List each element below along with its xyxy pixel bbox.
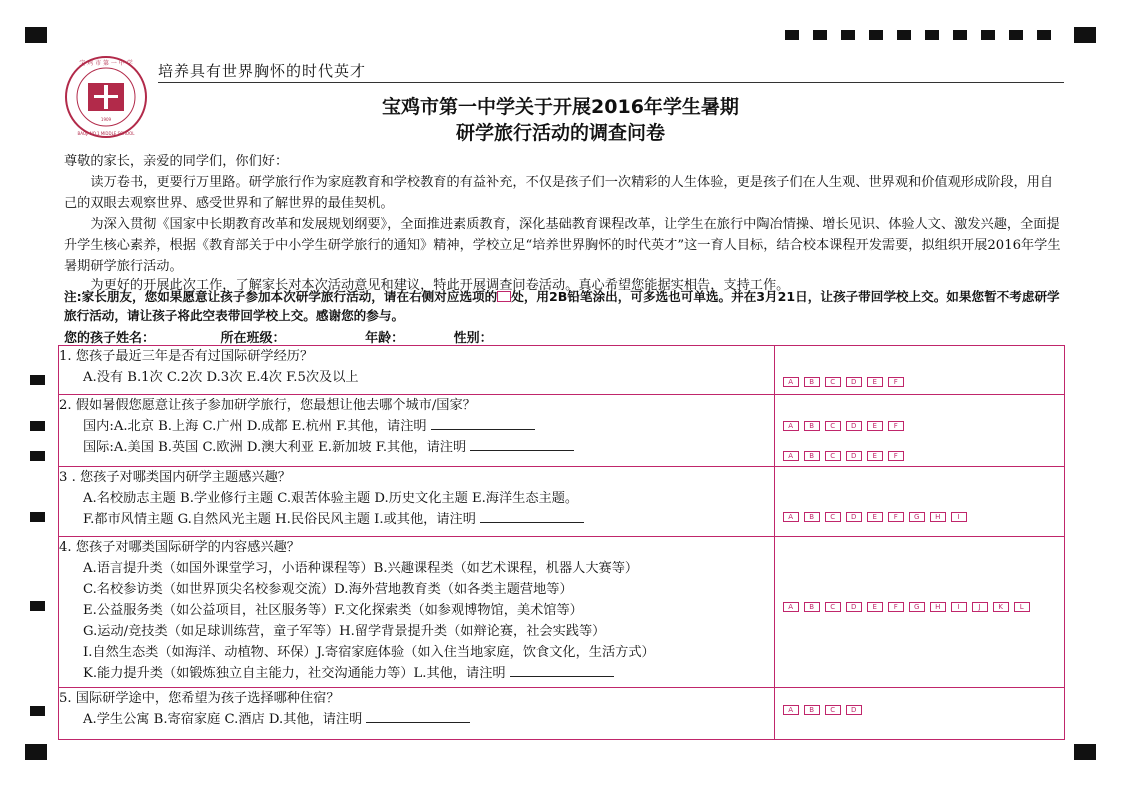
answer-box[interactable]: B <box>804 512 820 522</box>
timing-marks-top <box>785 30 1051 40</box>
q3-blank[interactable] <box>480 510 584 523</box>
answer-box[interactable]: F <box>888 421 904 431</box>
class-label[interactable]: 所在班级： <box>220 331 286 346</box>
q4-options-line: A.语言提升类（如国外课堂学习，小语种课程等）B.兴趣课程类（如艺术课程，机器人大赛等） <box>83 561 639 576</box>
row-mark <box>30 601 45 611</box>
answer-box[interactable]: D <box>846 602 862 612</box>
row-mark <box>30 451 45 461</box>
answer-box[interactable]: A <box>783 451 799 461</box>
page-title-line2: 研学旅行活动的调查问卷 <box>455 122 665 144</box>
corner-mark-top-left <box>25 27 47 43</box>
answer-box[interactable]: A <box>783 512 799 522</box>
q4-options-line: E.公益服务类（如公益项目，社区服务等）F.文化探索类（如参观博物馆，美术馆等） <box>83 603 583 618</box>
answer-box[interactable]: B <box>804 602 820 612</box>
child-name-label[interactable]: 您的孩子姓名： <box>64 331 156 346</box>
answer-box[interactable]: D <box>846 377 862 387</box>
q3-options-line2: F.都市风情主题 G.自然风光主题 H.民俗民风主题 I.或其他，请注明 <box>83 512 476 527</box>
q3-answer-boxes[interactable] <box>783 512 967 522</box>
instruction-note <box>64 287 1064 325</box>
q5-options: A.学生公寓 B.寄宿家庭 C.酒店 D.其他，请注明 <box>83 712 363 727</box>
answer-box[interactable]: A <box>783 705 799 715</box>
q4-title: 4. 您孩子对哪类国际研学的内容感兴趣？ <box>59 540 300 555</box>
corner-mark-top-right <box>1074 27 1096 43</box>
q1-answer-boxes[interactable] <box>783 377 904 387</box>
answer-box[interactable]: D <box>846 512 862 522</box>
greeting: 尊敬的家长，亲爱的同学们，你们好： <box>64 154 289 169</box>
answer-box[interactable]: A <box>783 377 799 387</box>
row-mark <box>30 512 45 522</box>
answer-box[interactable]: J <box>972 602 988 612</box>
q2-intl-blank[interactable] <box>470 438 574 451</box>
q2-intl-answer-boxes[interactable] <box>783 451 904 461</box>
answer-box[interactable]: B <box>804 451 820 461</box>
answer-box[interactable]: H <box>930 512 946 522</box>
q2-intl-options: 国际:A.美国 B.英国 C.欧洲 D.澳大利亚 E.新加坡 F.其他，请注明 <box>83 440 467 455</box>
intro-paragraph-1: 读万卷书，更要行万里路。研学旅行作为家庭教育和学校教育的有益补充，不仅是孩子们一次精彩的人生体验，更是孩子们在人生观、世界观和价值观形成阶段，用自己的双眼去观察世界、感受世界和了解世界的最佳契机。 <box>64 175 1054 211</box>
answer-box[interactable]: I <box>951 512 967 522</box>
q2-domestic-blank[interactable] <box>431 417 535 430</box>
school-slogan: 培养具有世界胸怀的时代英才 <box>158 62 367 80</box>
q4-answer-boxes[interactable] <box>783 602 1030 612</box>
answer-box[interactable]: C <box>825 705 841 715</box>
answer-box[interactable]: C <box>825 377 841 387</box>
answer-box[interactable]: C <box>825 512 841 522</box>
intro-paragraph-2: 为深入贯彻《国家中长期教育改革和发展规划纲要》，全面推进素质教育，深化基础教育课程改革，让学生在旅行中陶冶情操、增长见识、体验人文、激发兴趣，全面提升学生核心素养，根据《教育部关于中小学生研学旅行的通知》精神，学校立足“培养世界胸怀的时代英才”这一育人目标，结合校本课程开发需要，拟组织开展2016年学生暑期研学旅行活动。 <box>64 217 1061 274</box>
q3-options-line1: A.名校励志主题 B.学业修行主题 C.艰苦体验主题 D.历史文化主题 E.海洋生态主题。 <box>83 491 579 506</box>
answer-box[interactable]: A <box>783 602 799 612</box>
intro-paragraph-3: 为更好的开展此次工作，了解家长对本次活动意见和建议，特此开展调查问卷活动。真心希望您能据实相告，支持工作。 <box>90 278 790 293</box>
q5-answer-boxes[interactable] <box>783 705 862 715</box>
answer-box[interactable]: B <box>804 377 820 387</box>
note-text-1: 注:家长朋友，您如果愿意让孩子参加本次研学旅行活动，请在右侧对应选项的 <box>64 289 498 304</box>
questionnaire-table <box>58 345 1065 740</box>
answer-box[interactable]: E <box>867 421 883 431</box>
answer-box[interactable]: B <box>804 705 820 715</box>
q5-blank[interactable] <box>366 710 470 723</box>
answer-box[interactable]: C <box>825 421 841 431</box>
logo-bottom-text: BAOJI NO.1 MIDDLE SCHOOL <box>77 131 135 136</box>
question-row-1 <box>59 346 1065 395</box>
page-title-line1: 宝鸡市第一中学关于开展2016年学生暑期 <box>382 96 739 118</box>
answer-box[interactable]: D <box>846 705 862 715</box>
answer-box[interactable]: C <box>825 602 841 612</box>
gender-label[interactable]: 性别： <box>453 331 493 346</box>
age-label[interactable]: 年龄： <box>365 331 405 346</box>
q4-options-line: I.自然生态类（如海洋、动植物、环保）J.寄宿家庭体验（如入住当地家庭，饮食文化，生活方式） <box>83 645 655 660</box>
q4-blank[interactable] <box>510 664 614 677</box>
answer-box[interactable]: C <box>825 451 841 461</box>
answer-box[interactable]: F <box>888 512 904 522</box>
answer-box[interactable]: F <box>888 451 904 461</box>
corner-mark-bottom-right <box>1074 744 1096 760</box>
answer-box[interactable]: I <box>951 602 967 612</box>
student-info-row <box>64 327 964 346</box>
q4-options-line: G.运动/竞技类（如足球训练营，童子军等）H.留学背景提升类（如辩论赛，社会实践等） <box>83 624 606 639</box>
q2-domestic-options: 国内:A.北京 B.上海 C.广州 D.成都 E.杭州 F.其他，请注明 <box>83 419 427 434</box>
note-text-2: 处，用2B铅笔涂出，可多选也可单选。并在3月21日，让孩子带回学校上交。如果您暂不考虑研学旅行活动，请让孩子将此空表带回学校上交。感谢您的参与。 <box>64 289 1060 323</box>
answer-box[interactable]: F <box>888 377 904 387</box>
answer-box[interactable]: H <box>930 602 946 612</box>
logo-ring-text: 宝 鸡 市 第 一 中 学 <box>79 60 133 67</box>
corner-mark-bottom-left <box>25 744 47 760</box>
q2-domestic-answer-boxes[interactable] <box>783 421 904 431</box>
answer-box[interactable]: F <box>888 602 904 612</box>
q2-title: 2. 假如暑假您愿意让孩子参加研学旅行，您最想让他去哪个城市/国家？ <box>59 398 476 413</box>
header-divider <box>158 82 1064 83</box>
row-mark <box>30 375 45 385</box>
row-mark <box>30 706 45 716</box>
q4-options-line: C.名校参访类（如世界顶尖名校参观交流）D.海外营地教育类（如各类主题营地等） <box>83 582 573 597</box>
answer-box[interactable]: L <box>1014 602 1030 612</box>
answer-box[interactable]: D <box>846 421 862 431</box>
answer-box[interactable]: K <box>993 602 1009 612</box>
row-mark <box>30 421 45 431</box>
answer-box[interactable]: G <box>909 512 925 522</box>
q1-options: A.没有 B.1次 C.2次 D.3次 E.4次 F.5次及以上 <box>83 370 359 385</box>
answer-box[interactable]: E <box>867 377 883 387</box>
q4-options-line: K.能力提升类（如锻炼独立自主能力，社交沟通能力等）L.其他，请注明 <box>83 666 506 681</box>
answer-box[interactable]: A <box>783 421 799 431</box>
intro-text <box>64 151 1064 296</box>
q5-title: 5. 国际研学途中，您希望为孩子选择哪种住宿？ <box>59 691 340 706</box>
answer-box[interactable]: D <box>846 451 862 461</box>
answer-box[interactable]: G <box>909 602 925 612</box>
answer-box[interactable]: B <box>804 421 820 431</box>
question-row-5 <box>59 688 1065 740</box>
question-row-2 <box>59 395 1065 467</box>
q3-title: 3 . 您孩子对哪类国内研学主题感兴趣？ <box>59 470 291 485</box>
question-row-4 <box>59 537 1065 688</box>
q1-title: 1. 您孩子最近三年是否有过国际研学经历？ <box>59 349 314 364</box>
question-row-3 <box>59 467 1065 537</box>
answer-box-sample <box>497 291 511 302</box>
answer-box[interactable]: E <box>867 451 883 461</box>
logo-year: 1909 <box>100 117 112 122</box>
answer-box[interactable]: E <box>867 602 883 612</box>
answer-box[interactable]: E <box>867 512 883 522</box>
